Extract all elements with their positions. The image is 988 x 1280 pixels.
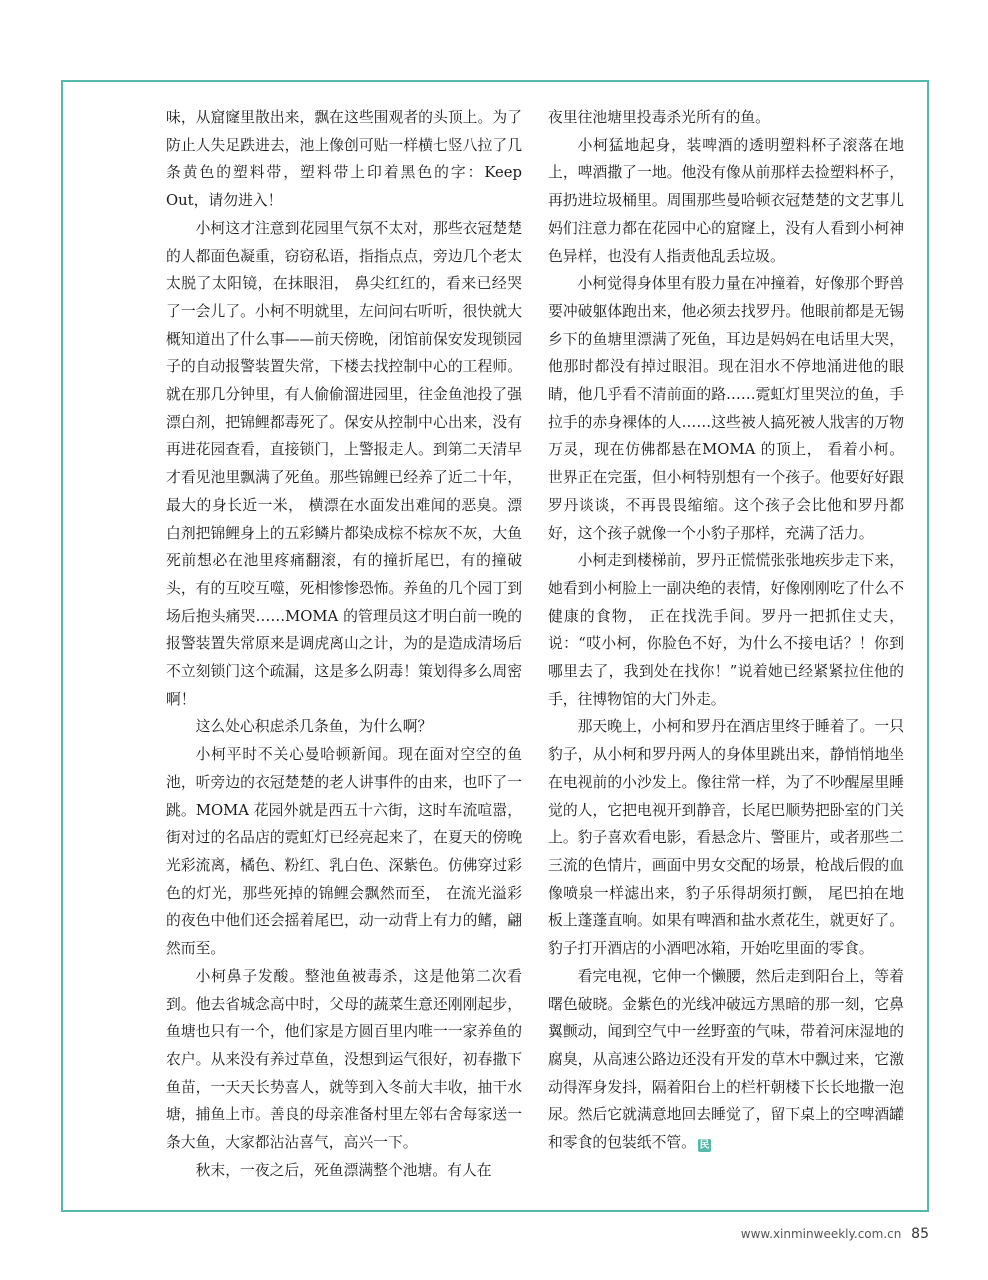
article-column-right bbox=[548, 104, 904, 1157]
end-mark-icon: 民 bbox=[699, 1140, 710, 1152]
paragraph: 小柯走到楼梯前，罗丹正慌慌张张地疾步走下来，她看到小柯脸上一副决绝的表情，好像刚刚吃了什么不健康的食物， 正在找洗手间。罗丹一把抓住丈夫，说：“哎小柯，你脸色不好，为什么不接电话？！你到哪里去了，我到处在找你！”说着她已经紧紧拉住他的手，往博物馆的大门外走。 bbox=[548, 552, 904, 708]
paragraph-last-text: 看完电视，它伸一个懒腰，然后走到阳台上，等着曙色破晓。金紫色的光线冲破远方黑暗的那一刻，它鼻翼颤动，闻到空气中一丝野蛮的气味，带着河床湿地的腐臭，从高速公路边还没有开发的草木中飘过来，它激动得浑身发抖，隔着阳台上的栏杆朝楼下长长地撒一泡尿。然后它就满意地回去睡觉了，留下桌上的空啤酒罐和零食的包装纸不管。 bbox=[548, 967, 904, 1152]
paragraph: 小柯觉得身体里有股力量在冲撞着，好像那个野兽要冲破躯体跑出来，他必须去找罗丹。他眼前都是无锡乡下的鱼塘里漂满了死鱼，耳边是妈妈在电话里大哭，他那时都没有掉过眼泪。现在泪水不停地涌进他的眼睛，他几乎看不清前面的路……霓虹灯里哭泣的鱼，手拉手的赤身裸体的人……这些被人搞死被人戕害的万物万灵，现在仿佛都悬在MOMA 的顶上， 看着小柯。世界正在完蛋，但小柯特别想有一个孩子。他要好好跟罗丹谈谈，不再畏畏缩缩。这个孩子会比他和罗丹都好，这个孩子就像一个小豹子那样，充满了活力。 bbox=[548, 275, 904, 542]
paragraph: 这么处心积虑杀几条鱼，为什么啊？ bbox=[195, 718, 433, 736]
paragraph: 那天晚上，小柯和罗丹在酒店里终于睡着了。一只豹子，从小柯和罗丹两人的身体里跳出来，静悄悄地坐在电视前的小沙发上。像往常一样，为了不吵醒屋里睡觉的人，它把电视开到静音，长尾巴顺势把卧室的门关上。豹子喜欢看电影，看悬念片、警匪片，或者那些二三流的色情片，画面中男女交配的场景，枪战后假的血像喷泉一样滤出来，豹子乐得胡须打颤， 尾巴拍在地板上蓬蓬直响。如果有啤酒和盐水煮花生，就更好了。豹子打开酒店的小酒吧冰箱，开始吃里面的零食。 bbox=[548, 718, 904, 958]
article-column-left bbox=[166, 104, 522, 1184]
paragraph: 味，从窟窿里散出来，飘在这些围观者的头顶上。为了防止人失足跌进去，池上像创可贴一样横七竖八拉了几条黄色的塑料带，塑料带上印着黑色的字：Keep Out，请勿进入！ bbox=[166, 109, 522, 210]
paragraph: 小柯猛地起身，装啤酒的透明塑料杯子滚落在地上，啤酒撒了一地。他没有像从前那样去捡塑料杯子， 再扔进垃圾桶里。周围那些曼哈顿衣冠楚楚的文艺事儿妈们注意力都在花园中心的窟窿上，没有人看到小柯神色异样，也没有人指责他乱丢垃圾。 bbox=[548, 136, 904, 265]
paragraph-last bbox=[548, 963, 904, 1157]
paragraph: 小柯鼻子发酸。整池鱼被毒杀，这是他第二次看到。他去省城念高中时，父母的蔬菜生意还刚刚起步，鱼塘也只有一个，他们家是方圆百里内唯一一家养鱼的农户。从来没有养过草鱼，没想到运气很好，初春撒下鱼苗，一天天长势喜人，就等到入冬前大丰收，抽干水塘，捕鱼上市。善良的母亲准备村里左邻右舍每家送一条大鱼，大家都沾沾喜气，高兴一下。 bbox=[166, 967, 522, 1152]
paragraph: 小柯这才注意到花园里气氛不太对，那些衣冠楚楚的人都面色凝重，窃窃私语，指指点点，旁边几个老太太脱了太阳镜，在抹眼泪， 鼻尖红红的，看来已经哭了一会儿了。小柯不明就里，左问问右听听，很快就大概知道出了什么事——前天傍晚，闭馆前保安发现锁园子的自动报警装置失常，下楼去找控制中心的工程师。就在那几分钟里，有人偷偷溜进园里，往金鱼池投了强漂白剂，把锦鲤都毒死了。保安从控制中心出来，没有再进花园查看，直接锁门，上警报走人。到第二天清早才看见池里飘满了死鱼。那些锦鲤已经养了近二十年，最大的身长近一米， 横漂在水面发出难闻的恶臭。漂白剂把锦鲤身上的五彩鳞片都染成棕不棕灰不灰，大鱼死前想必在池里疼痛翻滚，有的撞折尾巴，有的撞破头，有的互咬互噬，死相惨惨恐怖。养鱼的几个园丁到场后抱头痛哭……MOMA 的管理员这才明白前一晚的报警装置失常原来是调虎离山之计，为的是造成清场后不立刻锁门这个疏漏，这是多么阴毒！策划得多么周密啊！ bbox=[166, 219, 522, 708]
page-number: 85 bbox=[911, 1226, 929, 1242]
paragraph: 秋末，一夜之后，死鱼漂满整个池塘。有人在 bbox=[195, 1161, 492, 1179]
paragraph: 夜里往池塘里投毒杀光所有的鱼。 bbox=[548, 109, 770, 126]
footer-url: www.xinminweekly.com.cn bbox=[740, 1227, 902, 1241]
paragraph: 小柯平时不关心曼哈顿新闻。现在面对空空的鱼池，听旁边的衣冠楚楚的老人讲事件的由来，也吓了一跳。MOMA 花园外就是西五十六街，这时车流喧嚣，街对过的名品店的霓虹灯已经亮起来了，在夏天的傍晚光彩流离，橘色、粉红、乳白色、深紫色。仿佛穿过彩色的灯光，那些死掉的锦鲤会飘然而至， 在流光溢彩的夜色中他们还会摇着尾巴，动一动背上有力的鳍，翩然而至。 bbox=[166, 746, 522, 958]
page-footer bbox=[741, 1226, 929, 1242]
